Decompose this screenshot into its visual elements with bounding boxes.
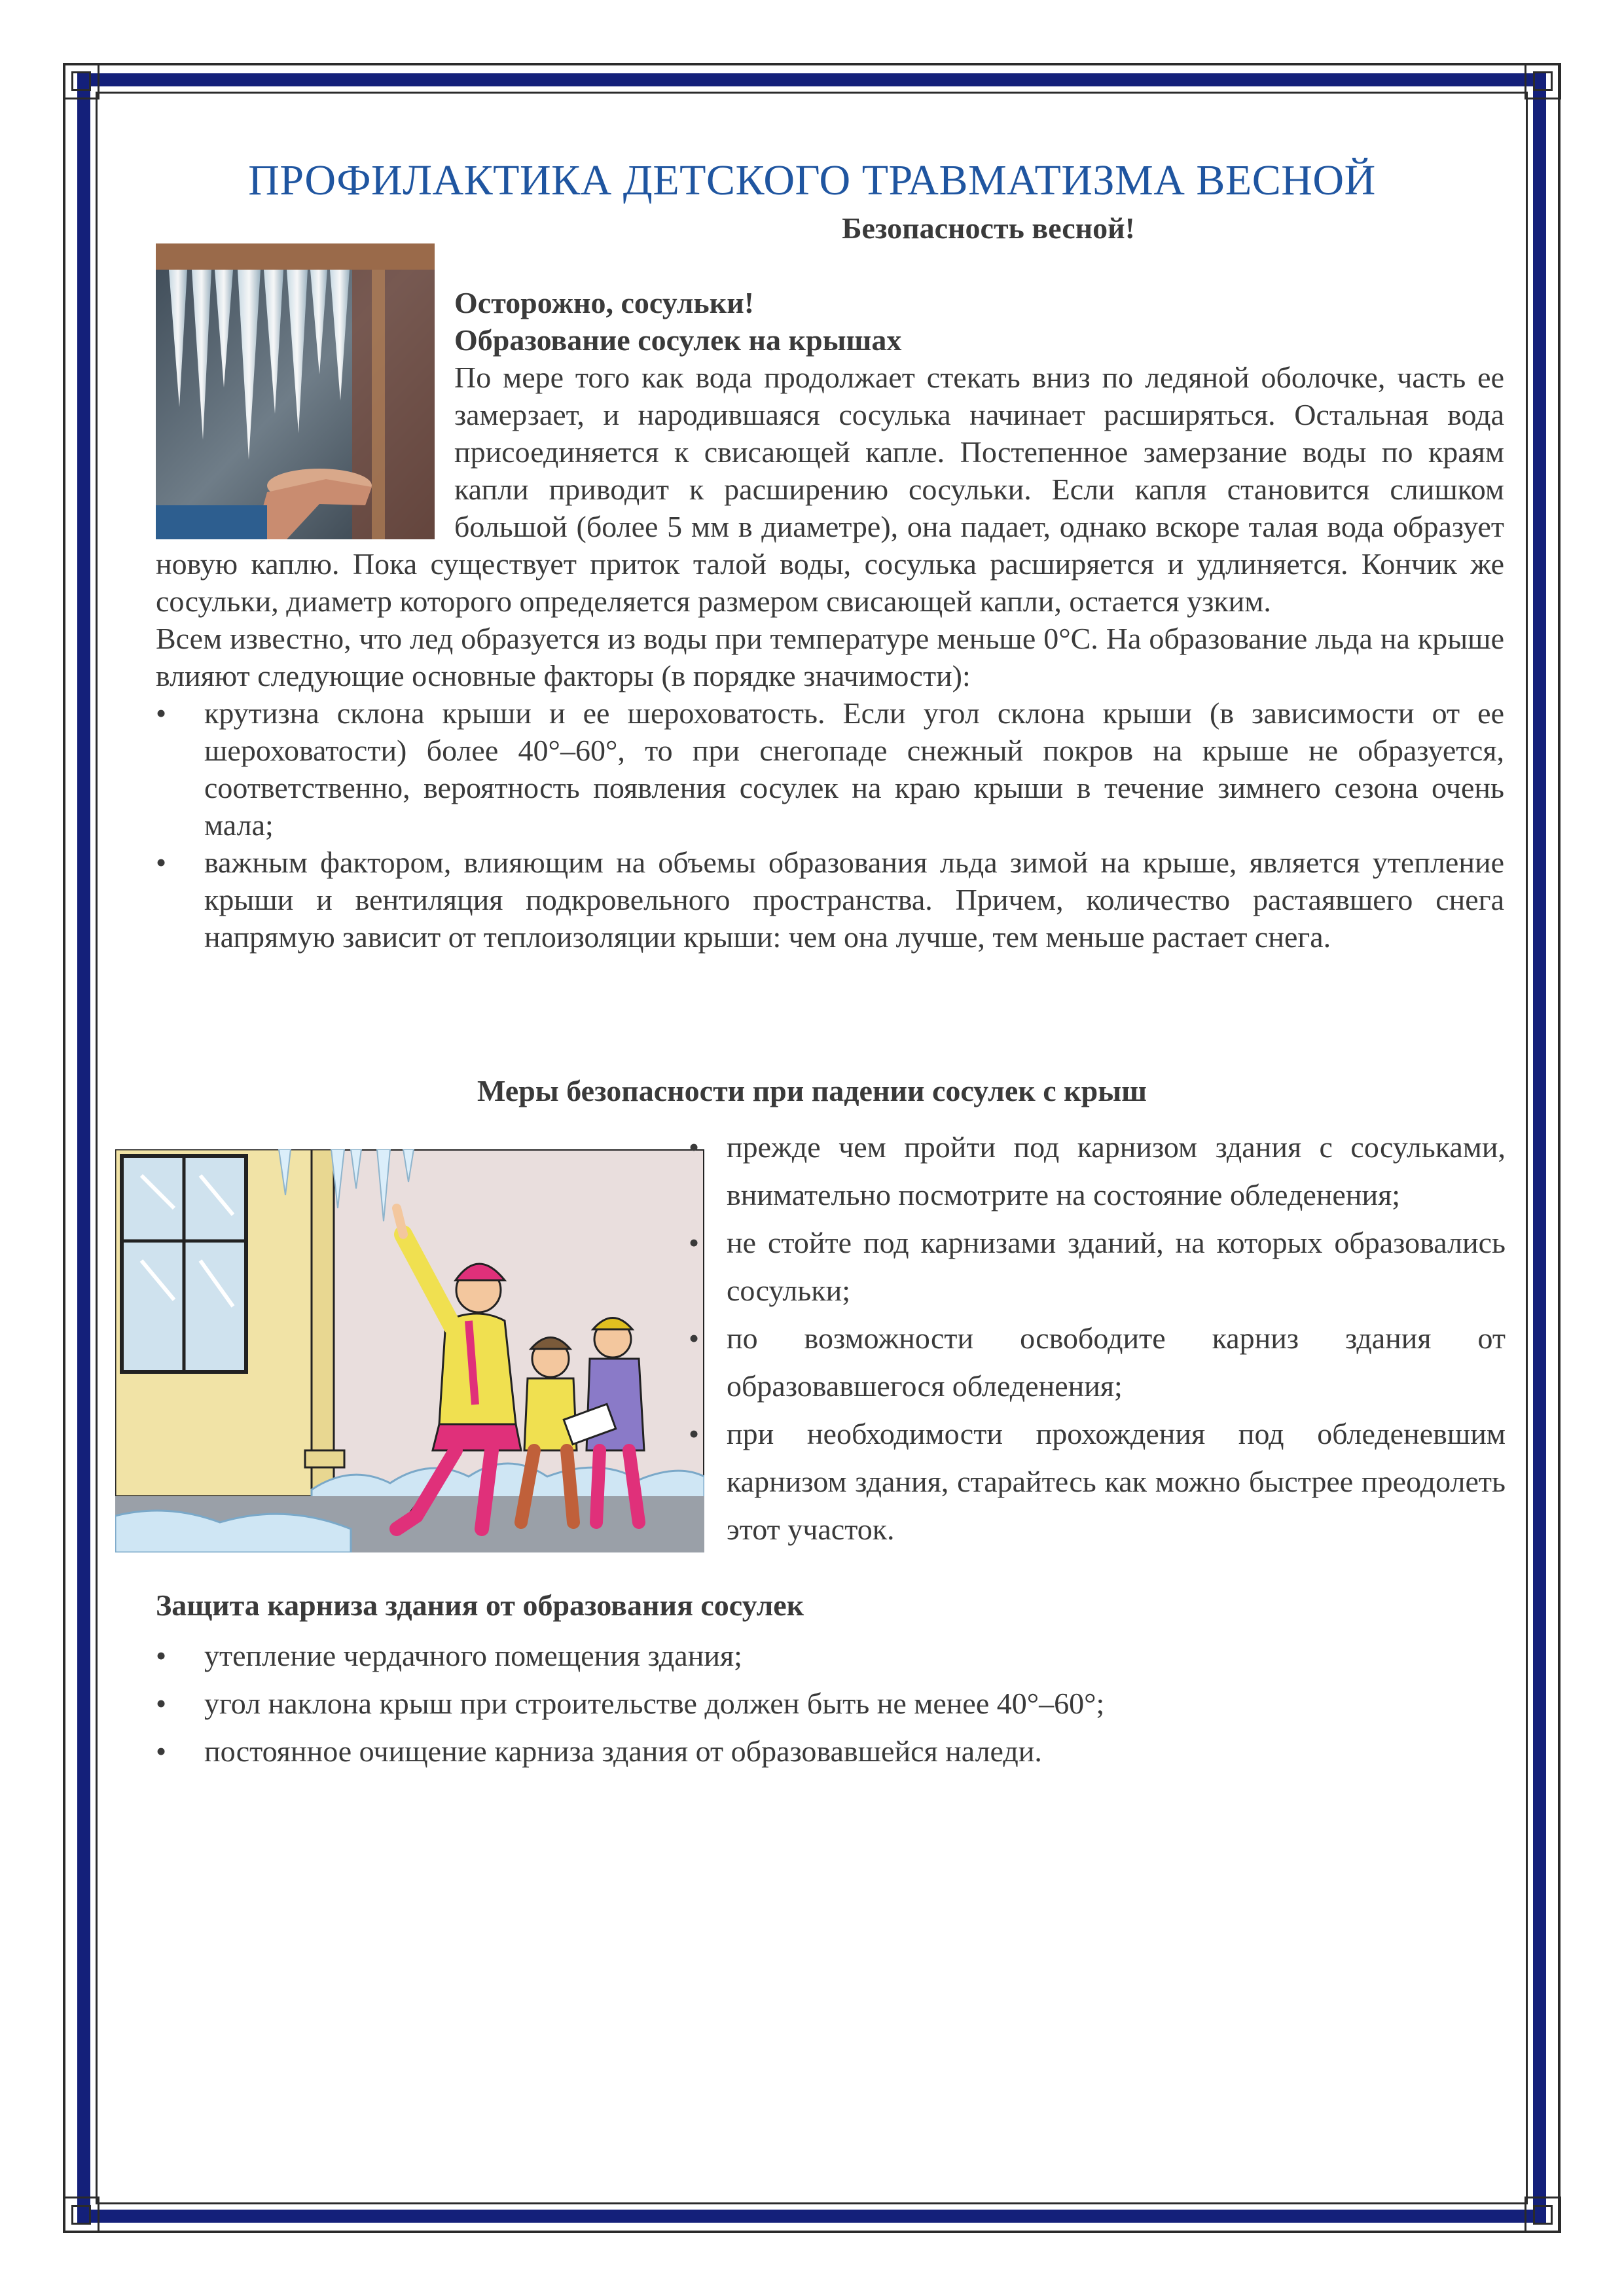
list-item: • крутизна склона крыши и ее шероховатость. Если угол склона крыши (в зависимости от ее шероховатости) более 40°–60°, то при снегопаде снежный покров на крыше не образуется, соответственно, вероятность появления сосулек на краю крыши в течение зимнего сезона очень мала; [156,694,1504,844]
bullet: • [688,1321,700,1355]
bullet: • [156,696,167,730]
page-title: ПРОФИЛАКТИКА ДЕТСКОГО ТРАВМАТИЗМА ВЕСНОЙ [248,156,1376,204]
list-item: • постоянное очищение карниза здания от образовавшейся наледи. [156,1727,1504,1775]
bullet: • [156,1687,167,1720]
bullet: • [156,846,167,879]
list-item: • по возможности освободите карниз здания от образовавшегося обледенения; [661,1314,1506,1410]
list-safety-measures [661,1123,1506,1553]
section-cornice-protection [156,1587,1504,1775]
bullet: • [688,1130,700,1164]
section-icicle-formation [156,284,1504,956]
bullet: • [688,1417,700,1450]
list-item: • не стойте под карнизами зданий, на которых образовались сосульки; [661,1219,1506,1314]
corner-ornament [1525,2197,1561,2233]
heading-cornice-protection: Защита карниза здания от образования сосулек [156,1588,804,1622]
bullet: • [156,1639,167,1672]
corner-ornament [63,2197,99,2233]
list-item: • утепление чердачного помещения здания; [156,1632,1504,1679]
heading-safety-measures: Меры безопасности при падении сосулек с крыш [477,1074,1147,1107]
heading-icicle-formation: Образование сосулек на крышах [454,323,902,357]
list-item: • при необходимости прохождения под обледеневшим карнизом здания, старайтесь как можно быстрее преодолеть этот участок. [661,1410,1506,1553]
paragraph-ice-factors: Всем известно, что лед образуется из воды при температуре меньше 0°С. На образование льда на крыше влияют следующие основные факторы (в порядке значимости): [156,622,1504,692]
corner-ornament [1525,63,1561,99]
list-item: • угол наклона крыш при строительстве должен быть не менее 40°–60°; [156,1679,1504,1727]
bullet: • [156,1734,167,1768]
corner-ornament [63,63,99,99]
list-item: • прежде чем пройти под карнизом здания с сосульками, внимательно посмотрите на состояние обледенения; [661,1123,1506,1219]
list-item: • важным фактором, влияющим на объемы образования льда зимой на крыше, является утепление крыши и вентиляция подкровельного пространства. Причем, количество растаявшего снега напрямую зависит от теплоизоляции крыши: чем она лучше, тем меньше растает снега. [156,844,1504,956]
children-icicles-illustration [115,1149,704,1552]
paragraph-formation: По мере того как вода продолжает стекать вниз по ледяной оболочке, часть ее замерзает, и народившаяся сосулька начинает расширяться. Остальная вода присоединяется к свисающей капле. Постепенное замерзание воды по краям капли приводит к расширению сосульки. Если капля становится слишком большой (более 5 мм в диаметре), она падает, однако вскоре талая вода образует новую каплю. Пока существует приток талой воды, сосулька расширяется и удлиняется. Кончик же сосульки, диаметр которого определяется размером свисающей капли, остается узким. [156,361,1504,618]
page-subtitle: Безопасность весной! [842,211,1135,245]
icicles-photo [156,243,435,539]
bullet: • [688,1226,700,1259]
heading-caution-icicles: Осторожно, сосульки! [454,286,755,319]
